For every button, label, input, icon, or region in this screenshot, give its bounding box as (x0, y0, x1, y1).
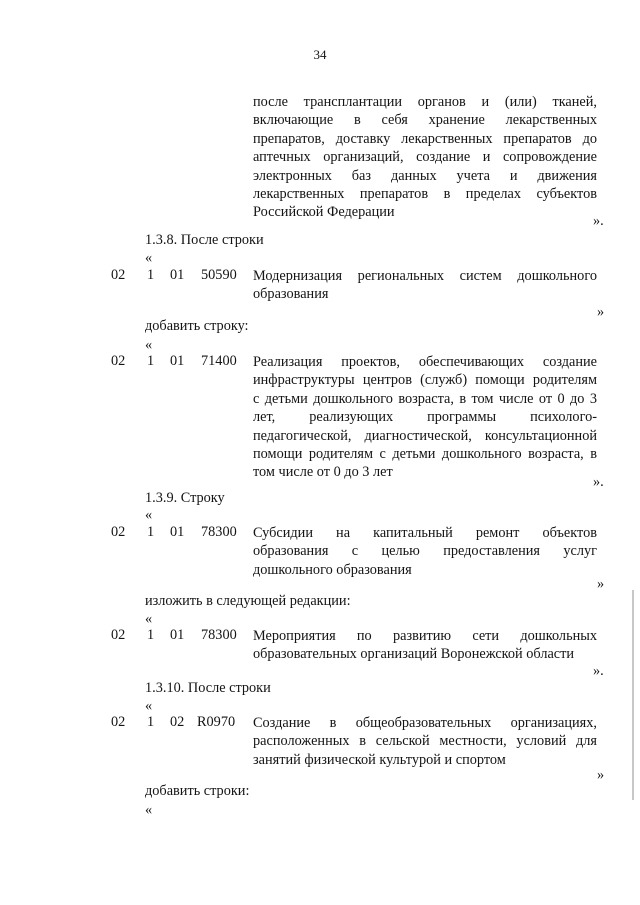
text-line: занятий физической культурой и спортом (253, 751, 506, 768)
section-heading: 1.3.9. Строку (145, 490, 225, 506)
text-line: дошкольного образования (253, 561, 412, 578)
code-chapter: 02 (111, 524, 126, 540)
text-line: после трансплантации органов и (или) тканей, (253, 94, 597, 110)
section-heading: добавить строки: (145, 783, 250, 799)
open-quote: « (145, 698, 153, 714)
code-chapter: 02 (111, 267, 126, 283)
text-line: том числе от 0 до 3 лет (253, 464, 393, 481)
code-subprogram: 01 (170, 267, 185, 283)
text-line: Реализация проектов, обеспечивающих создание (253, 354, 597, 370)
close-quote: ». (593, 474, 604, 490)
text-line: педагогической, диагностической, консультационной (253, 427, 597, 444)
text-line: лет, реализующих программы психолого- (253, 409, 597, 426)
code-subprogram: 01 (170, 524, 185, 540)
code-direction: 71400 (201, 353, 237, 369)
text-line: Российской Федерации (253, 204, 395, 221)
text-line: аптечных организаций, создание и сопровождение (253, 149, 597, 166)
open-quote: « (145, 611, 153, 627)
open-quote: « (145, 507, 153, 523)
row-description (253, 353, 597, 482)
text-line: инфраструктуры центров (служб) помощи родителям (253, 372, 597, 389)
text-line: включающие в себя хранение лекарственных (253, 112, 597, 129)
row-description (253, 627, 597, 664)
text-line: Мероприятия по развитию сети дошкольных (253, 628, 597, 644)
code-direction: 78300 (201, 627, 237, 643)
code-direction: 50590 (201, 267, 237, 283)
scan-edge-line (632, 590, 634, 800)
code-chapter: 02 (111, 627, 126, 643)
intro-text (253, 93, 597, 222)
row-description (253, 267, 597, 304)
close-quote: ». (593, 213, 604, 229)
section-heading: добавить строку: (145, 318, 249, 334)
section-heading: 1.3.8. После строки (145, 232, 264, 248)
code-chapter: 02 (111, 714, 126, 730)
text-line: расположенных в сельской местности, условий для (253, 733, 597, 750)
open-quote: « (145, 802, 153, 818)
row-description (253, 714, 597, 769)
close-quote: » (597, 576, 605, 592)
page-number: 34 (313, 47, 327, 62)
text-line: Субсидии на капитальный ремонт объектов (253, 525, 597, 541)
code-subprogram: 01 (170, 353, 185, 369)
open-quote: « (145, 337, 153, 353)
code-program: 1 (147, 267, 155, 283)
code-direction: R0970 (197, 714, 236, 730)
text-line: электронных баз данных учета и движения (253, 167, 597, 184)
code-chapter: 02 (111, 353, 126, 369)
code-program: 1 (147, 524, 155, 540)
text-line: с детьми дошкольного возраста, в том числе от 0 до 3 (253, 390, 597, 407)
code-program: 1 (147, 714, 155, 730)
code-program: 1 (147, 627, 155, 643)
code-subprogram: 01 (170, 627, 185, 643)
close-quote: ». (593, 663, 604, 679)
text-line: препаратов, доставку лекарственных препаратов до (253, 130, 597, 147)
section-heading: 1.3.10. После строки (145, 680, 271, 696)
text-line: лекарственных препаратов в пределах субъектов (253, 185, 597, 202)
text-line: образования с целью предоставления услуг (253, 543, 597, 560)
text-line: образования (253, 286, 329, 303)
row-description (253, 524, 597, 579)
close-quote: » (597, 767, 605, 783)
code-program: 1 (147, 353, 155, 369)
close-quote: » (597, 304, 605, 320)
open-quote: « (145, 250, 153, 266)
text-line: помощи родителям с детьми дошкольного возраста, в (253, 445, 597, 462)
code-direction: 78300 (201, 524, 237, 540)
code-subprogram: 02 (170, 714, 185, 730)
text-line: Создание в общеобразовательных организациях, (253, 715, 597, 731)
text-line: Модернизация региональных систем дошкольного (253, 268, 597, 284)
text-line: образовательных организаций Воронежской области (253, 646, 575, 663)
section-heading: изложить в следующей редакции: (145, 593, 351, 609)
